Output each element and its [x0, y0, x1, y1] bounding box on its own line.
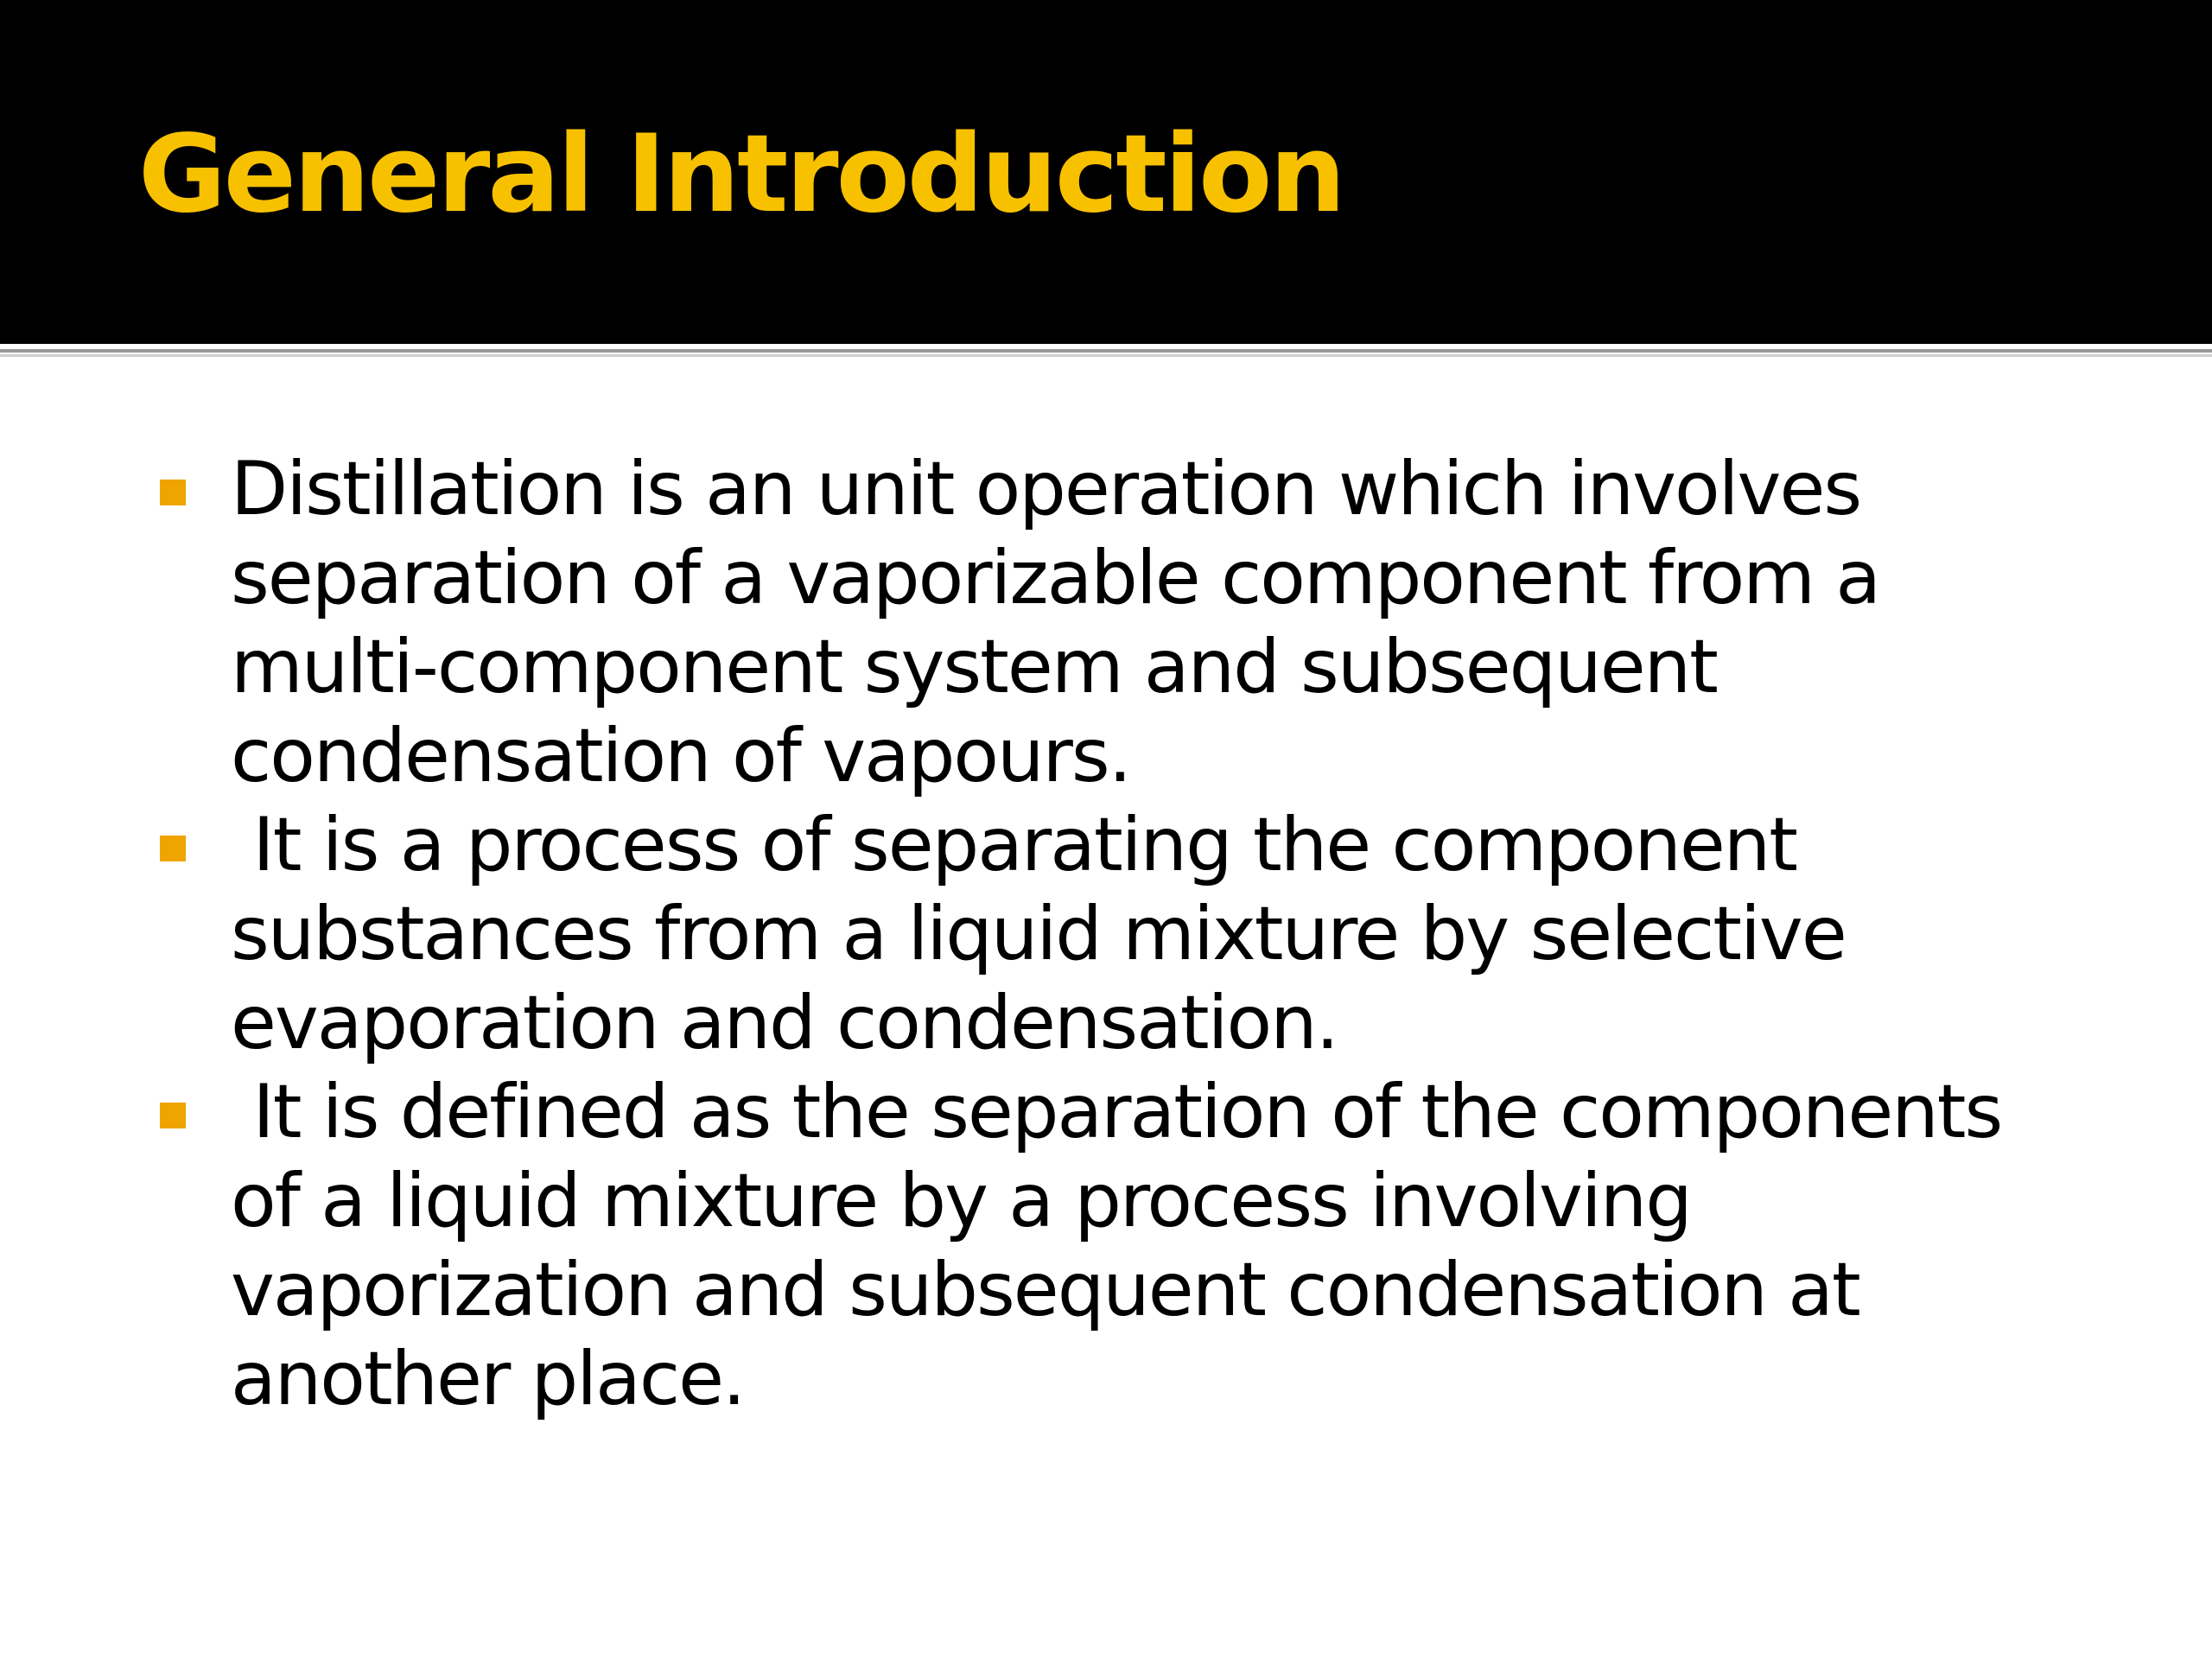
title-band — [0, 0, 2212, 344]
bullet-text: Distillation is an unit operation which involves separation of a vaporizable component from a multi-component system and subsequent condensation of vapours. — [231, 446, 1902, 799]
title-divider — [0, 349, 2212, 353]
bullet-list — [0, 445, 2028, 1424]
bullet-item — [0, 801, 2028, 1068]
bullet-text: It is a process of separating the component substances from a liquid mixture by selective evaporation and condensation. — [231, 802, 1868, 1066]
square-bullet-icon — [160, 480, 186, 505]
square-bullet-icon — [160, 836, 186, 861]
square-bullet-icon — [160, 1103, 186, 1128]
slide-title: General Introduction — [138, 112, 1344, 237]
title-divider-shadow — [0, 354, 2212, 357]
bullet-item — [0, 1068, 2028, 1424]
bullet-item — [0, 445, 2028, 801]
bullet-text: It is defined as the separation of the components of a liquid mixture by a process involving vaporization and subsequent condensation at another place. — [231, 1069, 2024, 1422]
